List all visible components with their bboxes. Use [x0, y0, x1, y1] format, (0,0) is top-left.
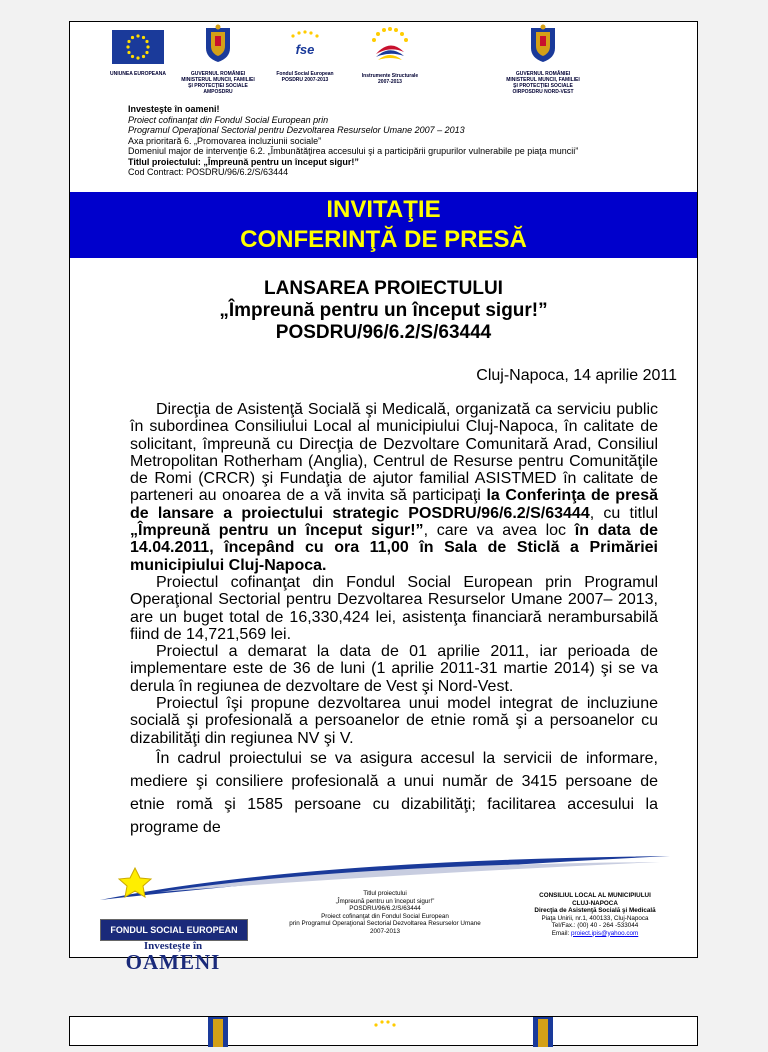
instruments-caption-line: Instrumente Structurale — [361, 73, 419, 79]
p1-text-c: , cu titlul — [589, 504, 659, 522]
fse-logo-text: fse — [295, 42, 315, 57]
structural-instruments-icon — [368, 26, 412, 66]
project-title: Titlul proiectului: „Împreună pentru un început sigur!” — [128, 156, 359, 167]
coat-of-arms-icon — [533, 1017, 553, 1047]
paragraph-invitation — [130, 401, 658, 574]
dateline: Cluj-Napoca, 14 aprilie 2011 — [476, 367, 677, 384]
next-page-logos — [70, 1017, 697, 1047]
footer-mid-line: „Împreună pentru un început sigur!” — [335, 897, 435, 905]
invest-line-1: Investeşte în — [143, 940, 203, 952]
coat-of-arms-icon — [203, 24, 233, 64]
footer-address: Piaţa Unirii, nr.1, 400133, Cluj-Napoca — [541, 914, 649, 922]
project-cofinancing: Proiect cofinanţat din Fondul Social European prin — [128, 114, 329, 125]
project-programme: Programul Operaţional Sectorial pentru Dezvoltarea Resurselor Umane 2007 – 2013 — [128, 125, 465, 135]
fse-icon — [374, 1020, 395, 1026]
footer-city: CLUJ-NAPOCA — [572, 899, 618, 907]
government-caption-line: MINISTERUL MUNCII, FAMILIEI — [506, 77, 580, 83]
footer-directorate: Direcţia de Asistenţă Socială şi Medicală — [534, 907, 656, 914]
fse-caption-line: Fondul Social European — [276, 71, 334, 77]
banner-line-1: INVITAŢIE — [326, 196, 441, 223]
paragraph-activities: În cadrul proiectului se va asigura accesul la servicii de informare, mediere şi consiliere profesională a unui număr de 3415 persoane de etnie romă şi 1585 persoane cu dizabilităţi; facilitarea accesului la programe de — [130, 749, 658, 836]
document-body — [130, 401, 658, 839]
government-caption-line: GUVERNUL ROMÂNIEI — [190, 71, 246, 77]
project-domain: Domeniul major de intervenţie 6.2. „Îmbunătăţirea accesului şi a participării grupurilor vulnerabile pe piaţa muncii” — [128, 146, 579, 156]
p1-text-b: la Conferinţa de presă de lansare a proiectului strategic POSDRU/96/6.2/S/63444 — [130, 487, 659, 522]
footer-mid-line: 2007-2013 — [369, 927, 401, 935]
structural-instruments-logo — [350, 26, 430, 85]
footer-mid-line: Titlul proiectului — [363, 890, 407, 897]
title-line-3: POSDRU/96/6.2/S/63444 — [275, 322, 492, 343]
paragraph-objective: Proiectul îşi propune dezvoltarea unui model integrat de incluziune socială şi profesională a persoanelor de etnie romă şi a persoanelor cu dizabilităţi din regiunea NV şi V. — [130, 695, 658, 747]
invitation-banner — [70, 192, 697, 258]
footer-email-row — [515, 930, 675, 938]
footer-project-info — [270, 890, 500, 935]
footer-mid-line: prin Programul Operaţional Sectorial Dezvoltarea Resurselor Umane — [289, 920, 481, 927]
coat-of-arms-icon — [528, 24, 558, 64]
header-logos — [70, 24, 697, 112]
fse-footer-box: FONDUL SOCIAL EUROPEAN — [100, 919, 248, 941]
footer-contact — [515, 892, 675, 937]
p1-text-a: Direcţia de Asistenţă Socială şi Medicală, organizată ca serviciu public în subordinea Consiliului Local al municipiului Cluj-Napoca, în calitate de solicitant, împreună cu Direcţia de Dezvoltare Comunitară Arad, Consiliul Metropolitan Rotherham (Anglia), Centrul de Resurse pentru Comunităţile de Romi (CRCR) şi Fundaţia de ajutor familial ASISTMED în calitate de parteneri au onoarea de a vă invita să participaţi — [130, 401, 658, 505]
project-axis: Axa prioritară 6. „Promovarea incluziunii sociale” — [128, 135, 322, 146]
paragraph-budget: Proiectul cofinanţat din Fondul Social European prin Programul Operaţional Sectorial pentru Dezvoltarea Resurselor Umane 2007– 2013, are un buget total de 16,330,424 lei, asistenţa financiară nerambursabilă fiind de 14,721,569 lei. — [130, 573, 658, 643]
project-info — [128, 104, 688, 178]
government-caption-line: ŞI PROTECŢIEI SOCIALE — [513, 83, 573, 89]
project-slogan: Investeşte în oameni! — [128, 104, 220, 114]
instruments-caption-line: 2007-2013 — [378, 79, 402, 85]
fse-icon — [285, 30, 325, 64]
eu-logo-caption: UNIUNEA EUROPEANA — [110, 71, 166, 77]
page-footer — [70, 850, 697, 974]
coat-of-arms-icon — [208, 1017, 228, 1047]
government-caption-line: MINISTERUL MUNCII, FAMILIEI — [181, 77, 255, 83]
footer-email-link[interactable]: proiect.ipis@yahoo.com — [570, 929, 639, 937]
document-title — [70, 278, 697, 344]
banner-line-2: CONFERINŢĂ DE PRESĂ — [240, 226, 527, 253]
eu-flag-icon — [112, 30, 164, 64]
p1-text-f: în data de 14.04.2011, începând cu ora 11,00 în Sala de Sticlă a Primăriei municipiului Cluj-Napoca. — [130, 522, 659, 574]
footer-email-label: Email: — [551, 929, 571, 937]
paragraph-period: Proiectul a demarat la data de 01 aprilie 2011, iar perioada de implementare este de 36 de luni (1 aprilie 2011-31 martie 2014) şi se va derula în regiunea de dezvoltare de Vest şi Nord-Vest. — [130, 643, 658, 695]
government-caption-line: AMPOSDRU — [203, 89, 233, 95]
government-logo-left — [175, 24, 261, 95]
footer-council: CONSILIUL LOCAL AL MUNICIPIULUI — [539, 892, 651, 899]
fse-caption-line: POSDRU 2007-2013 — [281, 77, 329, 83]
title-line-2: „Împreună pentru un început sigur!” — [219, 300, 548, 321]
p1-text-d: „Împreună pentru un început sigur!” — [130, 522, 424, 540]
title-line-1: LANSAREA PROIECTULUI — [264, 278, 503, 299]
invest-in-people — [100, 941, 246, 972]
government-caption-line: GUVERNUL ROMÂNIEI — [515, 71, 571, 77]
fse-logo — [270, 30, 340, 83]
footer-mid-line: POSDRU/96/6.2/S/63444 — [349, 905, 421, 912]
government-logo-right — [500, 24, 586, 95]
p1-text-e: , care va avea loc — [423, 522, 575, 540]
eu-logo — [108, 30, 168, 77]
footer-mid-line: Proiect cofinanţat din Fondul Social European — [321, 912, 449, 920]
next-page-edge — [69, 1016, 698, 1046]
document-page — [69, 21, 698, 974]
project-contract-code: Cod Contract: POSDRU/96/6.2/S/63444 — [128, 167, 289, 177]
invest-line-2: OAMENI — [125, 950, 221, 974]
footer-phone: Tel/Fax.: (00) 40 - 264 -533044 — [551, 922, 639, 929]
government-caption-line: OIRPOSDRU NORD-VEST — [512, 89, 574, 95]
government-caption-line: ŞI PROTECŢIEI SOCIALE — [188, 83, 248, 89]
